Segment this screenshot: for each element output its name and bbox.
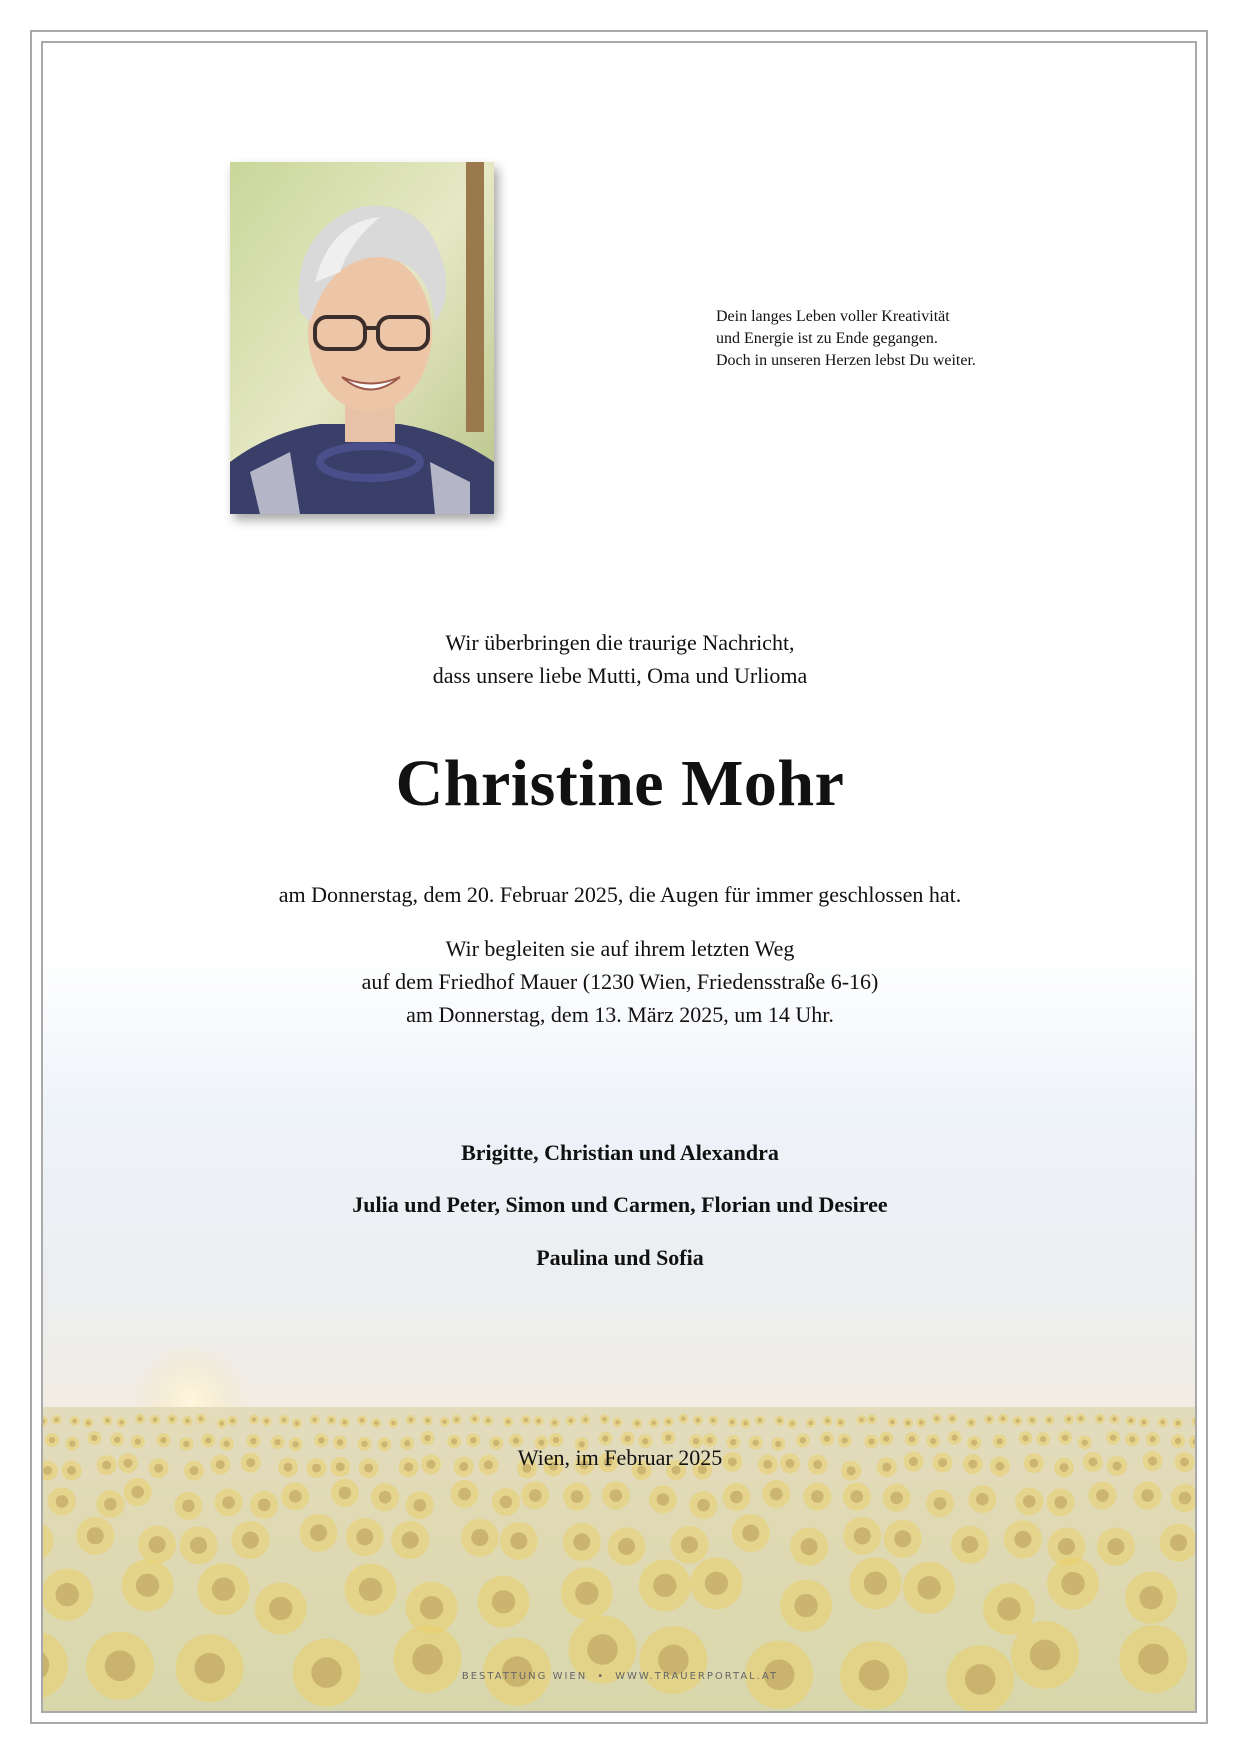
sunflower-center <box>653 1574 676 1597</box>
sunflower-center <box>212 1578 235 1601</box>
sunflower-center <box>883 1435 889 1441</box>
sunflower-center <box>136 1574 159 1597</box>
sunflower-center <box>657 1493 670 1506</box>
sunflower-center <box>969 1420 974 1425</box>
sunflower-center <box>1129 1418 1134 1423</box>
sunflower-center <box>391 1421 396 1426</box>
sunflower-center <box>230 1418 235 1423</box>
sunflower-center <box>72 1419 77 1424</box>
sunflower-center <box>808 1421 813 1426</box>
sunflower-center <box>343 1420 348 1425</box>
sunflower-center <box>425 1418 430 1423</box>
sunflower-center <box>471 1529 488 1546</box>
sunflower-center <box>666 1419 671 1424</box>
sunflower-center <box>801 1538 818 1555</box>
sunflower-center <box>951 1435 957 1441</box>
sunflower-center <box>851 1490 864 1503</box>
sunflower-center <box>1023 1495 1036 1508</box>
sunflower-center <box>54 1417 59 1422</box>
sunflower-center <box>182 1500 195 1513</box>
sunflower-center <box>794 1594 817 1617</box>
sunflower-center <box>1047 1418 1052 1423</box>
sunflower-center <box>402 1532 419 1549</box>
sunflower-center <box>1170 1534 1187 1551</box>
sunflower-center <box>1030 1640 1061 1671</box>
sunflower-center <box>950 1416 955 1421</box>
sunflower-field-image <box>43 951 1195 1711</box>
funeral-line: am Donnerstag, dem 13. März 2025, um 14 Uhr. <box>406 1002 834 1027</box>
sunflower-center <box>651 1421 656 1426</box>
sunflower-center <box>935 1416 940 1421</box>
sunflower-center <box>360 1418 365 1423</box>
sunflower-center <box>1110 1435 1116 1441</box>
sunflower-center <box>635 1421 640 1426</box>
mourner-line: Julia und Peter, Simon und Carmen, Florian und Desiree <box>352 1192 888 1217</box>
sunflower-center <box>1149 1436 1155 1442</box>
quote-line: und Energie ist zu Ende gegangen. <box>716 330 938 347</box>
sunflower-center <box>1096 1489 1109 1502</box>
sunflower-center <box>1142 1420 1147 1425</box>
sunflower-center <box>730 1491 743 1504</box>
sunflower-center <box>961 1536 978 1553</box>
sunflower-center <box>131 1486 144 1499</box>
sunflower-center <box>859 1418 864 1423</box>
sunflower-center <box>220 1421 225 1426</box>
sunflower-center <box>1061 1572 1084 1595</box>
sunflower-center <box>312 1417 317 1422</box>
sunflower-center <box>114 1436 120 1442</box>
sunflower-center <box>374 1421 379 1426</box>
sunflower-center <box>1040 1436 1046 1442</box>
sunflower-center <box>777 1418 782 1423</box>
sunflower-center <box>359 1578 382 1601</box>
sunflower-center <box>424 1435 430 1441</box>
sunflower-center <box>258 1498 271 1511</box>
sunflower-center <box>1176 1421 1181 1426</box>
sunflower-center <box>624 1436 630 1442</box>
sunflower-center <box>339 1487 352 1500</box>
sunflower-center <box>379 1491 392 1504</box>
sunflower-center <box>472 1417 477 1422</box>
sunflower-center <box>838 1420 843 1425</box>
portrait-illustration <box>230 162 494 514</box>
sunflower-center <box>104 1498 117 1511</box>
sunflower-center <box>602 1435 608 1441</box>
death-notice: am Donnerstag, dem 20. Februar 2025, die Augen für immer geschlossen hat. <box>278 882 962 907</box>
sunflower-center <box>909 1436 915 1442</box>
sunflower-center <box>199 1417 204 1422</box>
sunflower-center <box>906 1421 911 1426</box>
sunflower-center <box>413 1499 426 1512</box>
sunflower-center <box>269 1597 292 1620</box>
sunflower-center <box>790 1421 795 1426</box>
funeral-line: auf dem Friedhof Mauer (1230 Wien, Friedensstraße 6-16) <box>361 969 879 994</box>
sunflower-center <box>705 1572 728 1595</box>
sunflower-center <box>568 1418 573 1423</box>
sunflower-center <box>242 1532 259 1549</box>
sunflower-center <box>153 1417 158 1422</box>
funeral-line: Wir begleiten sie auf ihrem letzten Weg <box>445 936 795 961</box>
sunflower-center <box>997 1597 1020 1620</box>
sunflower-center <box>420 1596 443 1619</box>
sunflower-center <box>665 1435 671 1441</box>
sunflower-center <box>1098 1417 1103 1422</box>
sunflower-center <box>56 1495 69 1508</box>
sunflower-center <box>524 1418 529 1423</box>
sunflower-center <box>1062 1435 1068 1441</box>
sunflower-center <box>222 1496 235 1509</box>
sunflower-center <box>711 1418 716 1423</box>
sunflower-center <box>87 1527 104 1544</box>
sunflower-center <box>824 1436 830 1442</box>
sunflower-center <box>1067 1417 1072 1422</box>
sunflower-center <box>454 1417 459 1422</box>
sunflower-center <box>854 1527 871 1544</box>
sunflower-center <box>890 1420 895 1425</box>
sunflower-center <box>1014 1531 1031 1548</box>
sunflower-center <box>1015 1419 1020 1424</box>
sunflower-center <box>894 1530 911 1547</box>
sunflower-center <box>56 1583 79 1606</box>
sunflower-center <box>1054 1496 1067 1509</box>
sunflower-center <box>289 1490 302 1503</box>
sunflower-center <box>934 1497 947 1510</box>
mourner-line: Brigitte, Christian und Alexandra <box>461 1140 779 1165</box>
sunflower-center <box>510 1532 527 1549</box>
sunflower-center <box>618 1538 635 1555</box>
sunflower-center <box>610 1489 623 1502</box>
intro-line: dass unsere liebe Mutti, Oma und Urlioma <box>432 663 808 688</box>
sunflower-center <box>1112 1417 1117 1422</box>
sunflower-center <box>919 1420 924 1425</box>
sunflower-center <box>486 1418 491 1423</box>
sunflower-center <box>976 1493 989 1506</box>
sunflower-field-background <box>43 951 1195 1711</box>
sunflower-center <box>917 1576 940 1599</box>
sunflower-center <box>409 1417 414 1422</box>
sunflower-center <box>770 1488 783 1501</box>
footer-company: BESTATTUNG WIEN <box>461 1671 588 1682</box>
sunflower-center <box>730 1420 735 1425</box>
sunflower-center <box>1079 1416 1084 1421</box>
sunflower-center <box>190 1537 207 1554</box>
sunflower-center <box>1179 1492 1192 1505</box>
sunflower-center <box>264 1419 269 1424</box>
sunflower-center <box>91 1435 97 1441</box>
sunflower-center <box>492 1590 515 1613</box>
funeral-details <box>0 932 1240 1031</box>
sunflower-center <box>602 1417 607 1422</box>
sunflower-center <box>506 1419 511 1424</box>
footer-separator: • <box>597 1671 606 1682</box>
sunflower-center <box>119 1420 124 1425</box>
sunflower-center <box>1022 1435 1028 1441</box>
sunflower-center <box>758 1418 763 1423</box>
mourner-line: Paulina und Sofia <box>536 1245 704 1270</box>
sunflower-center <box>282 1418 287 1423</box>
sunflower-center <box>138 1417 143 1422</box>
sunflower-center <box>148 1536 165 1553</box>
quote-line: Doch in unseren Herzen lebst Du weiter. <box>716 352 976 369</box>
sunflower-center <box>697 1499 710 1512</box>
sunflower-center <box>170 1417 175 1422</box>
portrait-photo <box>230 162 494 514</box>
sunflower-center <box>681 1416 686 1421</box>
sunflower-center <box>1001 1417 1006 1422</box>
sunflower-center <box>442 1420 447 1425</box>
sunflower-center <box>529 1489 542 1502</box>
sunflower-center <box>696 1418 701 1423</box>
place-and-date: Wien, im Februar 2025 <box>517 1445 723 1470</box>
footer-website[interactable]: WWW.TRAUERPORTAL.AT <box>615 1671 779 1682</box>
sunflower-center <box>458 1488 471 1501</box>
sunflower-center <box>615 1420 620 1425</box>
sunflower-center <box>890 1491 903 1504</box>
sunflower-center <box>252 1417 257 1422</box>
sunflower-center <box>86 1421 91 1426</box>
sunflower-center <box>681 1536 698 1553</box>
sunflower-center <box>742 1525 759 1542</box>
sunflower-center <box>105 1418 110 1423</box>
sunflower-center <box>1107 1538 1124 1555</box>
memorial-quote <box>716 306 1076 372</box>
sunflower-center <box>743 1421 748 1426</box>
sunflower-center <box>575 1582 598 1605</box>
sunflower-center <box>356 1528 373 1545</box>
intro-text <box>0 626 1240 692</box>
sunflower-center <box>295 1421 300 1426</box>
intro-line: Wir überbringen die traurige Nachricht, <box>445 630 795 655</box>
sunflower-center <box>185 1419 190 1424</box>
sunflower-center <box>1141 1489 1154 1502</box>
footer-credits <box>0 1670 1240 1684</box>
sunflower-center <box>536 1419 541 1424</box>
sunflower-center <box>987 1417 992 1422</box>
sunflower-center <box>1129 1436 1135 1442</box>
sunflower-center <box>329 1418 334 1423</box>
sunflower-center <box>310 1524 327 1541</box>
sunflower-center <box>1160 1420 1165 1425</box>
sunflower-center <box>864 1572 887 1595</box>
sunflower-center <box>587 1634 618 1665</box>
sunflower-center <box>552 1420 557 1425</box>
sunflower-center <box>500 1496 513 1509</box>
sunflower-center <box>1030 1418 1035 1423</box>
deceased-name: Christine Mohr <box>395 747 845 820</box>
sunflower-center <box>1139 1586 1162 1609</box>
quote-line: Dein langes Leben voller Kreativität <box>716 308 950 325</box>
sunflower-center <box>571 1490 584 1503</box>
sunflower-center <box>811 1490 824 1503</box>
sunflower-center <box>1058 1538 1075 1555</box>
sunflower-center <box>825 1419 830 1424</box>
sunflower-center <box>573 1533 590 1550</box>
sunflower-center <box>870 1417 875 1422</box>
sunflower-center <box>583 1417 588 1422</box>
